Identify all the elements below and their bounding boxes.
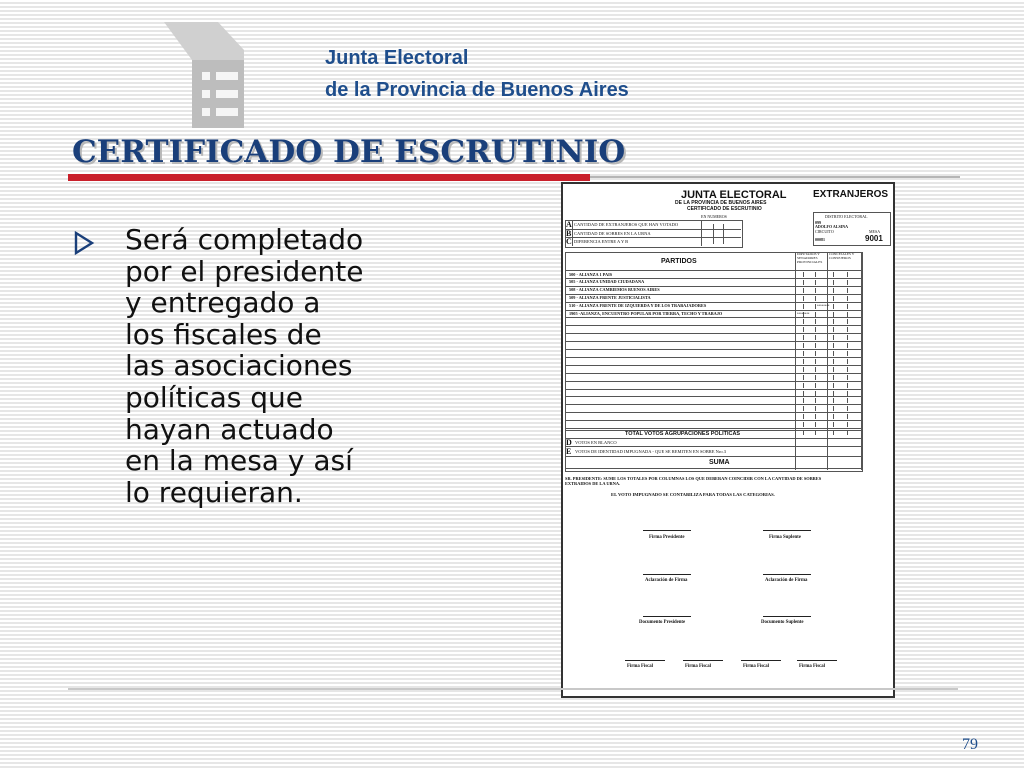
sig-doc-presidente: Documento Presidente (639, 620, 686, 625)
title-underline-red (68, 174, 590, 181)
value-cell-tick (803, 414, 804, 419)
party-label: 510 - ALIANZA FRENTE DE IZQUIERDA Y DE LOS TRABAJADORES (569, 303, 707, 309)
value-cell-tick (815, 335, 816, 340)
value-cell-tick (803, 398, 804, 403)
party-row-line (565, 341, 861, 342)
value-cell-tick (803, 319, 804, 324)
value-cell-tick (803, 383, 804, 388)
party-label: 500 - ALIANZA 1 PAIS (569, 271, 613, 277)
row-a-text: CANTIDAD DE EXTRANJEROS QUE HAN VOTADO (574, 222, 679, 227)
value-cell-tick (847, 406, 848, 411)
value-cell-tick (833, 288, 834, 293)
value-cell-tick (815, 375, 816, 380)
row-e-letter: E (566, 447, 572, 456)
value-cell-tick (833, 422, 834, 427)
form-col-numbers: EN NUMEROS (701, 214, 727, 219)
value-cell-tick (803, 391, 804, 396)
row-e-text: VOTOS DE IDENTIDAD IMPUGNADA - QUE SE REMITEN EN SOBRE Nro.3 (575, 449, 727, 454)
party-label: 505 - ALIANZA UNIDAD CIUDADANA (569, 279, 645, 285)
value-cell-tick (847, 288, 848, 293)
party-row-line (565, 333, 861, 334)
stars-diputados: ******** (797, 311, 810, 316)
value-cell-tick (833, 312, 834, 317)
value-cell-tick (803, 304, 804, 309)
value-cell-tick (847, 327, 848, 332)
value-cell-tick (803, 280, 804, 285)
value-cell-tick (847, 359, 848, 364)
value-cell-tick (815, 383, 816, 388)
header-org-line2: de la Provincia de Buenos Aires (325, 79, 629, 101)
value-cell-tick (815, 414, 816, 419)
party-row-line (565, 357, 861, 358)
value-cell-tick (803, 343, 804, 348)
bullet-text: Será completado por el presidente y entregado a los fiscales de las asociaciones políticas que hayan actuado en la mesa y así lo requieran. (125, 223, 364, 509)
row-d-letter: D (566, 438, 572, 447)
summary-row-line (565, 468, 861, 469)
value-cell-tick (833, 351, 834, 356)
party-row-line (565, 389, 861, 390)
sig-firma-suplente: Firma Suplente (769, 535, 801, 540)
value-cell-tick (847, 398, 848, 403)
value-cell-tick (815, 343, 816, 348)
value-cell-tick (833, 327, 834, 332)
value-cell-tick (803, 367, 804, 372)
mesa-number: 9001 (865, 234, 883, 243)
value-cell-tick (815, 312, 816, 317)
form-title: JUNTA ELECTORAL (681, 189, 787, 201)
party-row-line (565, 317, 861, 318)
sig-aclaracion-1: Aclaración de Firma (645, 578, 688, 583)
bullet-arrow-icon (73, 231, 97, 255)
value-cell-tick (815, 391, 816, 396)
value-cell-tick (815, 319, 816, 324)
value-cell-tick (847, 351, 848, 356)
total-votos-label: TOTAL VOTOS AGRUPACIONES POLITICAS (625, 431, 741, 437)
party-label: 1905 -ALIANZA, ENCUENTRO POPULAR POR TIERRA, TECHO Y TRABAJO (569, 311, 723, 316)
sig-fiscal-1: Firma Fiscal (627, 664, 653, 669)
value-cell-tick (833, 359, 834, 364)
value-cell-tick (803, 288, 804, 293)
value-cell-tick (815, 359, 816, 364)
value-cell-tick (803, 359, 804, 364)
value-cell-tick (847, 304, 848, 309)
note-line2: EXTRAIDOS DE LA URNA. (565, 481, 621, 486)
footer-rule (68, 688, 958, 690)
mesa-label: MESA (869, 229, 881, 234)
value-cell-tick (815, 327, 816, 332)
district-name: ADOLFO ALSINA (815, 224, 849, 229)
value-cell-tick (815, 406, 816, 411)
header-org-line1: Junta Electoral (325, 47, 469, 69)
value-cell-tick (815, 398, 816, 403)
value-cell-tick (815, 351, 816, 356)
col-concejales: CONCEJALES Y CONSEJEROS (829, 252, 855, 260)
row-c-letter: C (566, 237, 572, 246)
value-cell-tick (833, 304, 834, 309)
title-underline-gray (590, 176, 960, 178)
value-cell-tick (847, 296, 848, 301)
row-a-letter: A (566, 220, 572, 229)
value-cell-tick (803, 351, 804, 356)
summary-row-line (565, 438, 861, 439)
value-cell-tick (833, 414, 834, 419)
value-cell-tick (833, 272, 834, 277)
value-cell-tick (803, 272, 804, 277)
sig-doc-suplente: Documento Suplente (761, 620, 804, 625)
sig-fiscal-4: Firma Fiscal (799, 664, 825, 669)
value-cell-tick (815, 280, 816, 285)
value-cell-tick (803, 327, 804, 332)
value-cell-tick (847, 422, 848, 427)
party-label: 508 - ALIANZA CAMBIEMOS BUENOS AIRES (569, 287, 660, 293)
form-subtitle-2: CERTIFICADO DE ESCRUTINIO (687, 206, 762, 212)
slide-title: CERTIFICADO DE ESCRUTINIO (72, 134, 626, 170)
value-cell-tick (833, 335, 834, 340)
value-cell-tick (815, 296, 816, 301)
value-cell-tick (833, 367, 834, 372)
note-line1: SR. PRESIDENTE: SUME LOS TOTALES POR COLUMNAS LOS QUE DEBERAN COINCIDIR CON LA CANTIDAD DE SOBRES (565, 476, 822, 481)
party-row-line (565, 349, 861, 350)
party-row-line (565, 396, 861, 397)
value-cell-tick (847, 335, 848, 340)
suma-label: SUMA (709, 459, 730, 466)
district-label: DISTRITO ELECTORAL (825, 214, 868, 219)
note-line3: EL VOTO IMPUGNADO SE CONTABILIZA PARA TODAS LAS CATEGORIAS. (611, 492, 775, 497)
value-cell-tick (847, 272, 848, 277)
value-cell-tick (833, 319, 834, 324)
district-code: 099 (815, 220, 821, 225)
form-subtitle-1: DE LA PROVINCIA DE BUENOS AIRES (675, 200, 767, 206)
value-cell-tick (833, 406, 834, 411)
value-cell-tick (833, 296, 834, 301)
row-d-text: VOTOS EN BLANCO (575, 440, 617, 445)
sig-aclaracion-2: Aclaración de Firma (765, 578, 808, 583)
sig-fiscal-2: Firma Fiscal (685, 664, 711, 669)
summary-row-line (565, 456, 861, 457)
value-cell-tick (847, 319, 848, 324)
value-cell-tick (847, 343, 848, 348)
party-label: 509 - ALIANZA FRENTE JUSTICIALISTA (569, 295, 651, 301)
value-cell-tick (815, 288, 816, 293)
party-row-line (565, 373, 861, 374)
value-cell-tick (833, 398, 834, 403)
value-cell-tick (803, 406, 804, 411)
value-cell-tick (803, 296, 804, 301)
partidos-header: PARTIDOS (661, 258, 697, 265)
party-row-line (565, 420, 861, 421)
sig-firma-presidente: Firma Presidente (649, 535, 685, 540)
party-row-line (565, 428, 861, 429)
value-cell-tick (803, 335, 804, 340)
value-cell-tick (847, 391, 848, 396)
stars-concejales: ******** (817, 303, 830, 308)
value-cell-tick (847, 375, 848, 380)
value-cell-tick (847, 312, 848, 317)
value-cell-tick (815, 422, 816, 427)
party-row-line (565, 365, 861, 366)
form-category: EXTRANJEROS (813, 189, 889, 200)
value-cell-tick (847, 414, 848, 419)
row-b-letter: B (566, 229, 572, 238)
value-cell-tick (803, 422, 804, 427)
value-cell-tick (833, 280, 834, 285)
sig-fiscal-3: Firma Fiscal (743, 664, 769, 669)
value-cell-tick (815, 367, 816, 372)
value-cell-tick (847, 280, 848, 285)
value-cell-tick (833, 343, 834, 348)
value-cell-tick (803, 375, 804, 380)
value-cell-tick (833, 375, 834, 380)
summary-row-line (565, 446, 861, 447)
certificado-form-image (561, 182, 895, 698)
value-cell-tick (847, 383, 848, 388)
value-cell-tick (833, 391, 834, 396)
circuit-label: CIRCUITO (815, 229, 834, 234)
value-cell-tick (847, 367, 848, 372)
row-c-text: DIFERENCIA ENTRE A Y B (574, 239, 629, 244)
value-cell-tick (815, 272, 816, 277)
value-cell-tick (833, 383, 834, 388)
col-diputados: DIPUTADOS Y SENADORES PROVINCIALES (797, 252, 823, 264)
party-row-line (565, 404, 861, 405)
party-row-line (565, 325, 861, 326)
party-row-line (565, 381, 861, 382)
page-number: 79 (962, 736, 978, 753)
value-cell-tick (815, 304, 816, 309)
party-row-line (565, 412, 861, 413)
junta-electoral-logo-icon (162, 20, 262, 130)
circuit-code: 00081 (815, 237, 825, 242)
row-b-text: CANTIDAD DE SOBRES EN LA URNA (574, 231, 651, 236)
